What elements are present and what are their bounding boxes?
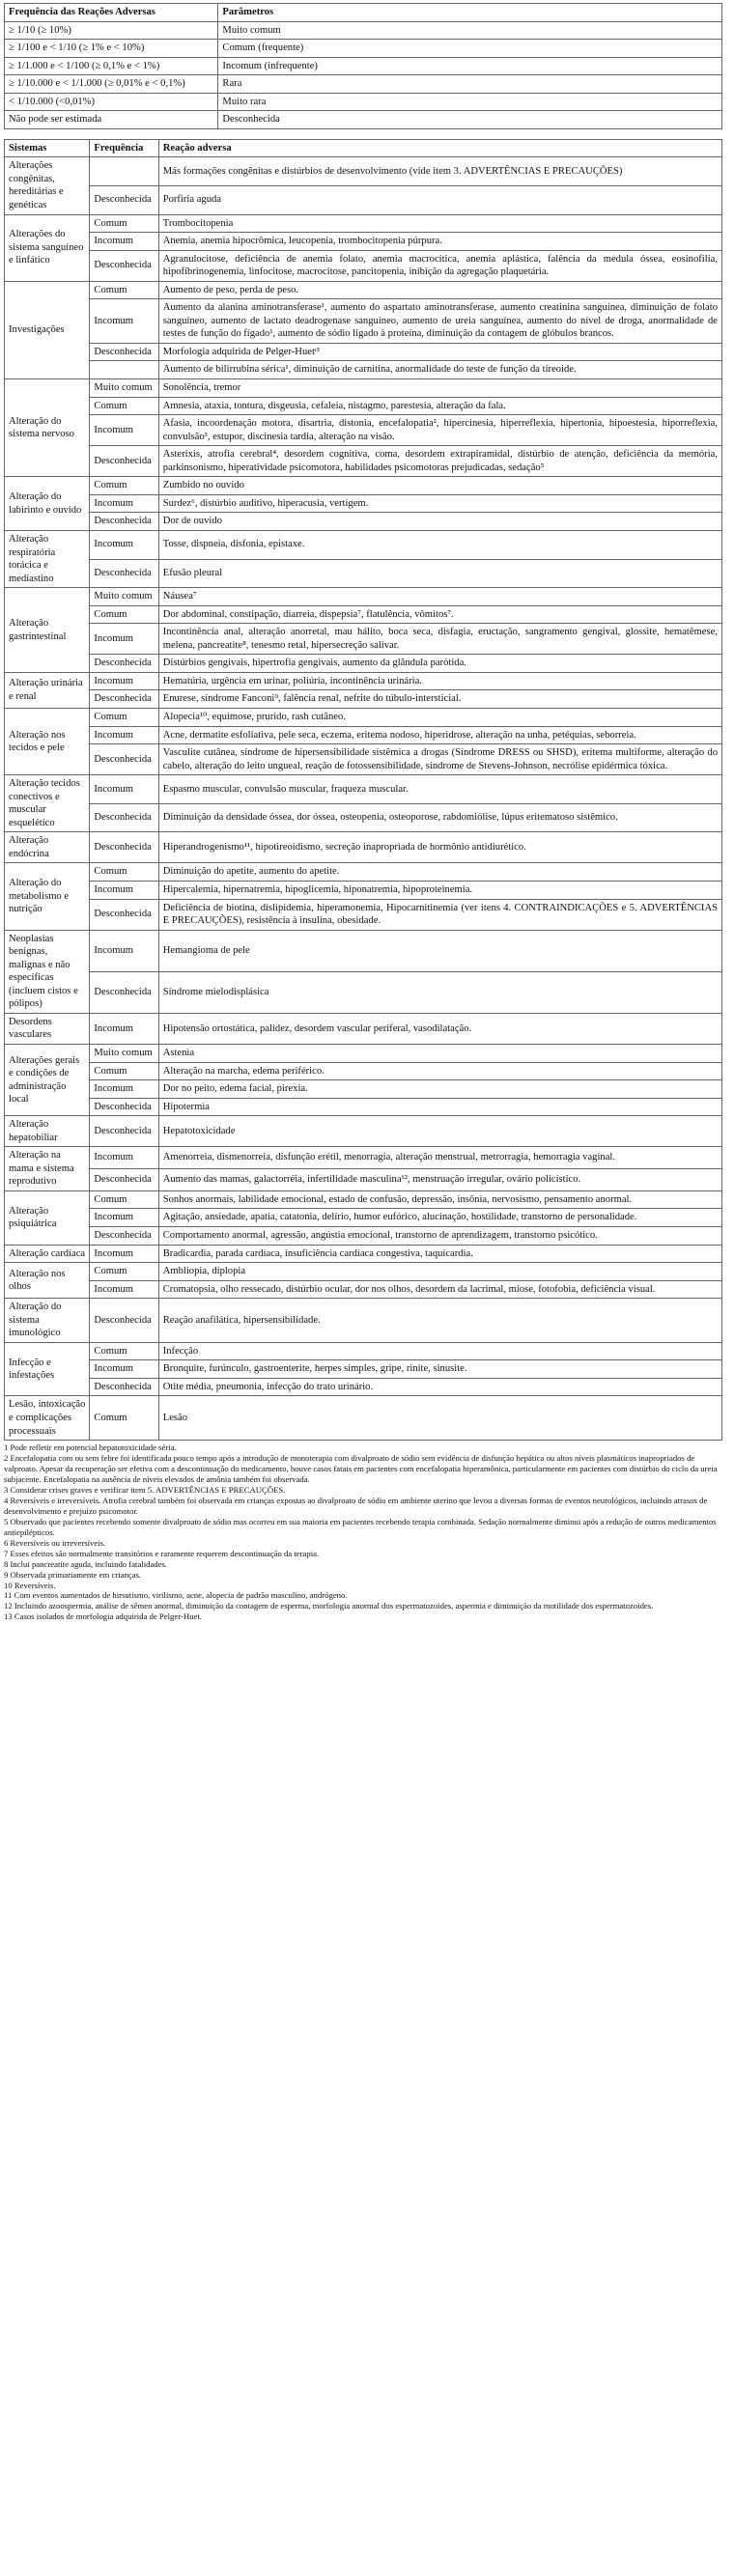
reaction-row — [5, 477, 722, 495]
footnote: 9 Observada primariamente em crianças. — [4, 1569, 142, 1580]
reaction-description: Hipotermia — [158, 1098, 721, 1116]
reaction-description: Hepatotoxicidade — [158, 1116, 721, 1147]
reaction-description: Hemangioma de pele — [158, 930, 721, 971]
reaction-description: Ambliopia, diplopia — [158, 1263, 721, 1281]
reaction-row — [5, 250, 722, 281]
frequency-cell: Incomum — [90, 415, 158, 446]
reaction-description: Hipotensão ortostática, palidez, desordem vascular periferal, vasodilatação. — [158, 1013, 721, 1044]
reaction-row — [5, 803, 722, 832]
reaction-description: Afasia, incoordenação motora, disartria, distonia, encefalopatia², hipercinesia, hiperreflexia, hipertonia, hipoestesia, hiporreflexia, convulsão³, estupor, discinesia tardia, alteração na visão. — [158, 415, 721, 446]
reaction-description: Reação anafilática, hipersensibilidade. — [158, 1299, 721, 1343]
reaction-description: Dor abdominal, constipação, diarreia, dispepsia⁷, flatulência, vômitos⁷. — [158, 605, 721, 624]
reaction-description: Anemia, anemia hipocrômica, leucopenia, trombocitopenia púrpura. — [158, 233, 721, 251]
reaction-row — [5, 605, 722, 624]
reaction-description: Síndrome mielodisplásica — [158, 971, 721, 1013]
reaction-description: Diminuição da densidade óssea, dor óssea, osteopenia, osteoporose, rabdomiólise, lúpus eritematoso sistêmico. — [158, 803, 721, 832]
reaction-description: Alopecia¹⁰, equimose, prurido, rash cutâneo. — [158, 708, 721, 726]
footnote: 12 Incluindo azoospermia, análise de sêmen anormal, diminuição da contagem de esperma, morfologia anormal dos espermatozoides, aspermia e diminuição da motilidade dos espermatozoides. — [4, 1601, 654, 1611]
reaction-row — [5, 1190, 722, 1209]
frequency-cell: Comum — [90, 397, 158, 415]
frequency-cell: Muito comum — [90, 1045, 158, 1063]
reaction-row — [5, 588, 722, 606]
system-name: Alteração gastrintestinal — [5, 588, 90, 673]
system-name: Alteração psiquiátrica — [5, 1190, 90, 1245]
header-frequency: Frequência das Reações Adversas — [5, 4, 218, 22]
frequency-range: Não pode ser estimada — [5, 111, 218, 129]
adverse-reactions-table — [4, 139, 722, 1441]
reaction-description: Hiperandrogenismo¹¹, hipotireoidismo, secreção inapropriada de hormônio antidiurético. — [158, 832, 721, 863]
system-name: Alteração do labirinto e ouvido — [5, 477, 90, 531]
footnote: 5 Observado que pacientes recebendo somente divalproato de sódio mas ocorreu em sua maioria em pacientes recebendo terapia combinada. Sedação normalmente diminui após a redução de outros medicamentos antiepilépticos. — [4, 1516, 717, 1537]
reaction-row — [5, 530, 722, 559]
frequency-cell: Desconhecida — [90, 832, 158, 863]
frequency-cell: Incomum — [90, 530, 158, 559]
reaction-description: Dor no peito, edema facial, pirexia. — [158, 1080, 721, 1099]
reaction-row — [5, 726, 722, 744]
frequency-cell: Comum — [90, 605, 158, 624]
frequency-parameter: Comum (frequente) — [218, 40, 722, 58]
reaction-description: Bronquite, furúnculo, gastroenterite, herpes simples, gripe, rinite, sinusite. — [158, 1360, 721, 1379]
footnote: 6 Reversíveis ou irreversíveis. — [4, 1537, 106, 1548]
frequency-parameter: Muito comum — [218, 21, 722, 40]
reaction-description: Diminuição do apetite, aumento do apetite. — [158, 863, 721, 882]
frequency-cell: Desconhecida — [90, 343, 158, 361]
reaction-description: Hipercalemia, hipernatremia, hipoglicemia, hiponatremia, hipoproteinemia. — [158, 881, 721, 899]
frequency-cell: Incomum — [90, 494, 158, 513]
system-name: Alteração do metabolismo e nutrição — [5, 863, 90, 930]
reaction-row — [5, 775, 722, 804]
header-parameters: Parâmetros — [218, 4, 722, 22]
system-name: Infecção e infestações — [5, 1342, 90, 1396]
frequency-cell: Desconhecida — [90, 971, 158, 1013]
reaction-row — [5, 881, 722, 899]
reaction-description: Bradicardia, parada cardíaca, insuficiência cardíaca congestiva, taquicardia. — [158, 1245, 721, 1263]
header-systems: Sistemas — [5, 139, 90, 157]
reaction-row — [5, 361, 722, 379]
reaction-description: Zumbido no ouvido — [158, 477, 721, 495]
frequency-cell: Desconhecida — [90, 1378, 158, 1396]
reaction-description: Porfiria aguda — [158, 185, 721, 214]
reaction-description: Infecção — [158, 1342, 721, 1360]
frequency-cell: Comum — [90, 1062, 158, 1080]
system-name: Alteração respiratória torácica e mediastino — [5, 530, 90, 587]
reaction-description: Náusea⁷ — [158, 588, 721, 606]
reaction-row — [5, 930, 722, 971]
frequency-range: ≥ 1/1.000 e < 1/100 (≥ 0,1% e < 1%) — [5, 57, 218, 75]
system-name: Alteração hepatobiliar — [5, 1116, 90, 1147]
reaction-row — [5, 214, 722, 233]
reaction-description: Agitação, ansiedade, apatia, catatonia, delírio, humor eufórico, alucinação, hostilidade, transtorno de personalidade. — [158, 1209, 721, 1227]
reaction-description: Surdez⁶, distúrbio auditivo, hiperacusia, vertigem. — [158, 494, 721, 513]
reaction-description: Astenia — [158, 1045, 721, 1063]
frequency-cell: Incomum — [90, 233, 158, 251]
reaction-row — [5, 1209, 722, 1227]
frequency-cell: Desconhecida — [90, 1299, 158, 1343]
frequency-range: < 1/10.000 (<0,01%) — [5, 93, 218, 111]
system-name: Alteração do sistema imunológico — [5, 1299, 90, 1343]
footnote: 4 Reversíveis e irreversíveis. Atrofia cerebral também foi observada em crianças expostas ao divalproato de sódio em ambiente uterino que levou a diversas formas de eventos neurológicos, incluindo atrasos de desenvolvimento e prejuízo psicomotor. — [4, 1495, 708, 1516]
frequency-cell: Incomum — [90, 1147, 158, 1169]
frequency-cell: Incomum — [90, 672, 158, 690]
reaction-row — [5, 672, 722, 690]
frequency-cell: Incomum — [90, 775, 158, 804]
frequency-cell: Desconhecida — [90, 185, 158, 214]
reaction-description: Amnesia, ataxia, tontura, disgeusia, cefaleia, nistagmo, parestesia, alteração da fala. — [158, 397, 721, 415]
reaction-description: Alteração na marcha, edema periférico. — [158, 1062, 721, 1080]
frequency-cell: Desconhecida — [90, 803, 158, 832]
reaction-description: Otite média, pneumonia, infecção do trato urinário. — [158, 1378, 721, 1396]
system-name: Neoplasias benignas, malignas e não específicas (incluem cistos e pólipos) — [5, 930, 90, 1013]
reaction-description: Hematúria, urgência em urinar, poliúria, incontinência urinária. — [158, 672, 721, 690]
reaction-description: Asterixis, atrofia cerebral⁴, desordem cognitiva, coma, desordem extrapiramidal, distúrbio de atenção, deficiência da memória, parkinsonismo, hiperatividade psicomotora, habilidades psicomotoras prejudicadas, sedação⁵ — [158, 446, 721, 477]
reaction-description: Incontinência anal, alteração anorretal, mau hálito, boca seca, disfagia, eructação, sangramento gengival, glossite, hematêmese, melena, pancreatite⁸, tenesmo retal, hipersecreção salivar. — [158, 624, 721, 655]
frequency-cell: Muito comum — [90, 379, 158, 398]
reaction-row — [5, 513, 722, 531]
reaction-row — [5, 157, 722, 186]
reaction-row — [5, 1280, 722, 1299]
reaction-row — [5, 233, 722, 251]
reaction-description: Dor de ouvido — [158, 513, 721, 531]
reaction-row — [5, 971, 722, 1013]
system-name: Alteração cardíaca — [5, 1245, 90, 1263]
reaction-row — [5, 655, 722, 673]
frequency-cell: Comum — [90, 477, 158, 495]
reaction-description: Tosse, dispneia, disfonia, epistaxe. — [158, 530, 721, 559]
frequency-cell: Desconhecida — [90, 446, 158, 477]
reaction-row — [5, 1045, 722, 1063]
reaction-description: Acne, dermatite esfoliativa, pele seca, eczema, eritema nodoso, hiperidrose, alteração na unha, petéquias, seborreia. — [158, 726, 721, 744]
reaction-row — [5, 343, 722, 361]
system-name: Lesão, intoxicação e complicações processuais — [5, 1396, 90, 1441]
system-name: Alteração nos olhos — [5, 1263, 90, 1299]
reaction-row — [5, 559, 722, 588]
reaction-row — [5, 1147, 722, 1169]
footnote: 13 Casos isolados de morfologia adquirida de Pelger-Huet. — [4, 1611, 202, 1622]
reaction-row — [5, 1116, 722, 1147]
frequency-cell: Incomum — [90, 881, 158, 899]
frequency-cell: Desconhecida — [90, 1116, 158, 1147]
frequency-cell: Incomum — [90, 1280, 158, 1299]
system-name: Alteração urinária e renal — [5, 672, 90, 708]
frequency-cell: Muito comum — [90, 588, 158, 606]
reaction-description: Deficiência de biotina, dislipidemia, hiperamonemia, Hipocarnitinemia (ver itens 4. CONTRAINDICAÇÕES e 5. ADVERTÊNCIAS E PRECAUÇÕES), resistência à insulina, obesidade. — [158, 899, 721, 930]
reaction-row — [5, 1098, 722, 1116]
frequency-cell: Desconhecida — [90, 690, 158, 709]
reaction-description: Más formações congênitas e distúrbios de desenvolvimento (vide item 3. ADVERTÊNCIAS E PRECAUÇÕES) — [158, 157, 721, 186]
frequency-cell: Comum — [90, 863, 158, 882]
frequency-range: ≥ 1/10.000 e < 1/1.000 (≥ 0,01% e < 0,1%) — [5, 75, 218, 94]
frequency-cell: Incomum — [90, 1080, 158, 1099]
frequency-cell: Incomum — [90, 1245, 158, 1263]
reaction-row — [5, 1062, 722, 1080]
reaction-description: Aumento da alanina aminotransferase¹, aumento do aspartato aminotransferase, aumento creatinina sanguínea, diminuição de folato sanguíneo, aumento de lactato deadrogenase sanguíneo, aumento de ureia sanguínea, aumento do nível de droga, anormalidade de testes de função do fígado¹, aumento de sódio ligado à proteína, diminuição da contagem de glóbulos brancos. — [158, 299, 721, 344]
system-name: Desordens vasculares — [5, 1013, 90, 1044]
reaction-row — [5, 379, 722, 398]
frequency-range: ≥ 1/100 e < 1/10 (≥ 1% e < 10%) — [5, 40, 218, 58]
footnote: 2 Encefalopatia com ou sem febre foi identificada pouco tempo após a introdução de monoterapia com divalproato de sódio sem evidência de disfunção hepática ou altos níveis plasmáticos inapropriados de valproato. Apesar da recuperação ser efetiva com a descontinuação do medicamento, houve casos fatais em pacientes com encefalopatia hiperamônica, particularmente em pacientes com distúrbio do ciclo da ureia subjacente. Encefalopatia na ausência de níveis elevados de amônia também foi observada. — [4, 1453, 718, 1484]
system-name: Alteração endócrina — [5, 832, 90, 863]
reaction-row — [5, 863, 722, 882]
frequency-cell: Comum — [90, 1263, 158, 1281]
reaction-row — [5, 1360, 722, 1379]
reaction-row — [5, 494, 722, 513]
header-reaction: Reação adversa — [158, 139, 721, 157]
reaction-row — [5, 185, 722, 214]
frequency-row — [5, 57, 722, 75]
reaction-description: Morfologia adquirida de Pelger-Huetᶦ³ — [158, 343, 721, 361]
frequency-range: ≥ 1/10 (≥ 10%) — [5, 21, 218, 40]
footnote: 7 Esses efeitos são normalmente transitórios e raramente requerem descontinuação da terapia. — [4, 1548, 320, 1558]
reaction-description: Aumento de peso, perda de peso. — [158, 281, 721, 299]
frequency-cell: Comum — [90, 1396, 158, 1441]
reaction-row — [5, 446, 722, 477]
reaction-row — [5, 1396, 722, 1441]
frequency-table — [4, 3, 722, 129]
frequency-cell: Desconhecida — [90, 744, 158, 775]
reaction-description: Amenorreia, dismenorreia, disfunção erétil, menorragia, alteração menstrual, metrorragia, hemorragia vaginal. — [158, 1147, 721, 1169]
frequency-cell: Incomum — [90, 726, 158, 744]
frequency-cell: Desconhecida — [90, 1098, 158, 1116]
reaction-row — [5, 899, 722, 930]
frequency-cell — [90, 361, 158, 379]
reaction-description: Distúrbios gengivais, hipertrofia gengivais, aumento da glândula parótida. — [158, 655, 721, 673]
frequency-cell: Desconhecida — [90, 899, 158, 930]
footnote: 10 Reversíveis. — [4, 1580, 56, 1590]
frequency-cell: Comum — [90, 708, 158, 726]
footnote: 3 Considerar crises graves e verificar item 5. ADVERTÊNCIAS E PRECAUÇÕES. — [4, 1484, 286, 1495]
frequency-cell: Desconhecida — [90, 1169, 158, 1191]
reaction-description: Comportamento anormal, agressão, angústia emocional, transtorno de aprendizagem, transtorno psicótico. — [158, 1227, 721, 1246]
reaction-row — [5, 708, 722, 726]
reaction-row — [5, 397, 722, 415]
reaction-description: Cromatopsia, olho ressecado, distúrbio ocular, dor nos olhos, desordem da lacrimal, miose, fotofobia, deficiência visual. — [158, 1280, 721, 1299]
frequency-parameter: Rara — [218, 75, 722, 94]
header-frequency: Frequência — [90, 139, 158, 157]
reaction-row — [5, 1299, 722, 1343]
reaction-row — [5, 1342, 722, 1360]
frequency-cell: Desconhecida — [90, 1227, 158, 1246]
frequency-cell: Desconhecida — [90, 250, 158, 281]
adverse-table-header — [5, 139, 722, 157]
reaction-description: Espasmo muscular, convulsão muscular, fraqueza muscular. — [158, 775, 721, 804]
system-name: Alteração nos tecidos e pele — [5, 708, 90, 774]
reaction-description: Trombocitopenia — [158, 214, 721, 233]
frequency-cell: Desconhecida — [90, 559, 158, 588]
reaction-row — [5, 1245, 722, 1263]
reaction-row — [5, 1378, 722, 1396]
frequency-cell: Comum — [90, 281, 158, 299]
system-name: Alterações do sistema sanguíneo e linfático — [5, 214, 90, 281]
reaction-row — [5, 832, 722, 863]
frequency-cell: Incomum — [90, 930, 158, 971]
frequency-cell: Comum — [90, 1342, 158, 1360]
reaction-row — [5, 281, 722, 299]
frequency-row — [5, 40, 722, 58]
frequency-cell: Incomum — [90, 1209, 158, 1227]
frequency-cell — [90, 157, 158, 186]
frequency-cell: Incomum — [90, 624, 158, 655]
frequency-cell: Incomum — [90, 1013, 158, 1044]
frequency-parameter: Incomum (infrequente) — [218, 57, 722, 75]
frequency-parameter: Muito rara — [218, 93, 722, 111]
reaction-description: Vasculite cutânea, síndrome de hipersensibilidade sistêmica a drogas (Síndrome DRESS ou SHSD), eritema multiforme, alteração do cabelo, alteração do leito ungueal, reação de fotossensibilidade, síndrome de Stevens-Johnson, necrólise epidérmica tóxica. — [158, 744, 721, 775]
reaction-description: Enurese, síndrome Fanconi⁹, falência renal, nefrite do túbulo-intersticial. — [158, 690, 721, 709]
reaction-description: Sonhos anormais, labilidade emocional, estado de confusão, depressão, insônia, nervosismo, pensamento anormal. — [158, 1190, 721, 1209]
frequency-cell: Comum — [90, 1190, 158, 1209]
footnote: 8 Inclui pancreatite aguda, incluindo fatalidades. — [4, 1558, 168, 1569]
footnotes — [4, 1442, 722, 1622]
reaction-row — [5, 1169, 722, 1191]
reaction-description: Lesão — [158, 1396, 721, 1441]
frequency-row — [5, 75, 722, 94]
reaction-description: Aumento de bilirrubina sérica¹, diminuição de carnitina, anormalidade do teste de função da tireoide. — [158, 361, 721, 379]
frequency-row — [5, 111, 722, 129]
reaction-row — [5, 415, 722, 446]
system-name: Alteração na mama e sistema reprodutivo — [5, 1147, 90, 1191]
reaction-row — [5, 624, 722, 655]
frequency-cell: Incomum — [90, 1360, 158, 1379]
system-name: Alterações gerais e condições de administração local — [5, 1045, 90, 1116]
reaction-row — [5, 1013, 722, 1044]
reaction-row — [5, 1227, 722, 1246]
system-name: Alteração tecidos conectivos e muscular esquelético — [5, 775, 90, 832]
reaction-description: Efusão pleural — [158, 559, 721, 588]
system-name: Alterações congênitas, hereditárias e genéticas — [5, 157, 90, 214]
reaction-row — [5, 690, 722, 709]
system-name: Investigações — [5, 281, 90, 378]
frequency-cell: Incomum — [90, 299, 158, 344]
reaction-description: Agranulocitose, deficiência de anemia folato, anemia macrocítica, anemia aplástica, falência da medula óssea, eosinofilia, hipofibrinogenemia, linfocitose, macrocitose, pancitopenia, inibição da agregação plaquetária. — [158, 250, 721, 281]
reaction-description: Aumento das mamas, galactorréia, infertilidade masculina¹², menstruação irregular, ovário policístico. — [158, 1169, 721, 1191]
frequency-row — [5, 93, 722, 111]
reaction-row — [5, 744, 722, 775]
reaction-row — [5, 1263, 722, 1281]
reaction-description: Sonolência, tremor — [158, 379, 721, 398]
frequency-cell: Comum — [90, 214, 158, 233]
frequency-cell: Desconhecida — [90, 655, 158, 673]
reaction-row — [5, 1080, 722, 1099]
frequency-row — [5, 21, 722, 40]
system-name: Alteração do sistema nervoso — [5, 379, 90, 477]
footnote: 11 Com eventos aumentados de hirsutismo, virilismo, acne, alopecia de padrão masculino, andrógeno. — [4, 1590, 348, 1601]
footnote: 1 Pode refletir em potencial hepatotoxicidade séria. — [4, 1442, 177, 1453]
reaction-row — [5, 299, 722, 344]
frequency-cell: Desconhecida — [90, 513, 158, 531]
frequency-parameter: Desconhecida — [218, 111, 722, 129]
frequency-table-header — [5, 4, 722, 22]
